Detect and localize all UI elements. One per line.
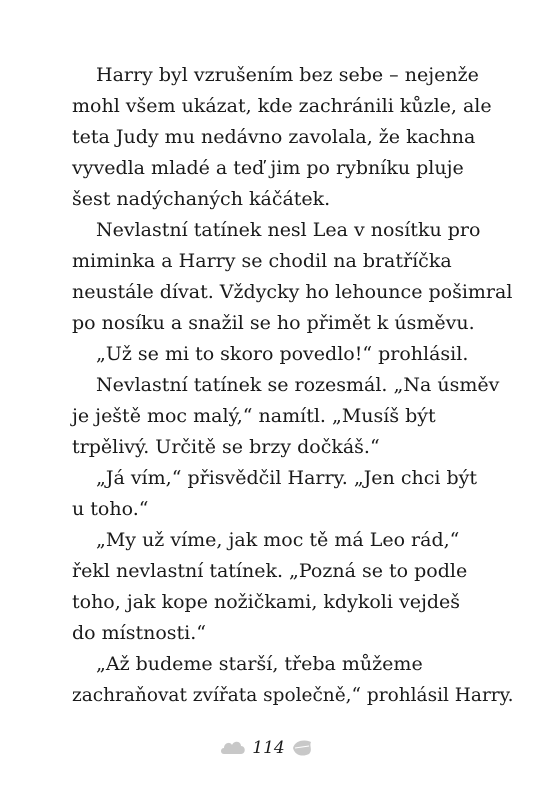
leaf-icon — [291, 738, 315, 758]
body-text — [72, 60, 514, 711]
text-line: u toho.“ — [72, 498, 149, 520]
text-line: toho, jak kope nožičkami, kdykoli vejdeš — [72, 591, 460, 613]
text-line: miminka a Harry se chodil na bratříčka — [72, 250, 452, 272]
text-line: mohl všem ukázat, kde zachránili kůzle, ale — [72, 95, 492, 117]
text-line: Nevlastní tatínek se rozesmál. „Na úsměv — [96, 374, 500, 396]
text-line: Harry byl vzrušením bez sebe – nejenže — [96, 64, 479, 86]
text-line: Nevlastní tatínek nesl Lea v nosítku pro — [96, 219, 481, 241]
text-line: trpělivý. Určitě se brzy dočkáš.“ — [72, 436, 380, 458]
text-line: zachraňovat zvířata společně,“ prohlásil Harry. — [72, 685, 514, 706]
text-line: je ještě moc malý,“ namítl. „Musíš být — [72, 405, 436, 427]
text-line: „My už víme, jak moc tě má Leo rád,“ — [96, 529, 460, 551]
page-footer — [0, 728, 535, 768]
text-line: řekl nevlastní tatínek. „Pozná se to podle — [72, 560, 468, 582]
cloud-icon — [220, 738, 246, 758]
text-line: po nosíku a snažil se ho přimět k úsměvu. — [72, 312, 475, 334]
text-line: šest nadýchaných káčátek. — [72, 188, 331, 210]
text-line: vyvedla mladé a teď jim po rybníku pluje — [72, 157, 464, 179]
text-line: neustále dívat. Vždycky ho lehounce pošimral — [72, 281, 513, 303]
text-line: „Až budeme starší, třeba můžeme — [96, 653, 423, 675]
text-line: do místnosti.“ — [72, 622, 207, 644]
text-line: „Už se mi to skoro povedlo!“ prohlásil. — [96, 343, 469, 365]
text-line: teta Judy mu nedávno zavolala, že kachna — [72, 126, 476, 148]
page-number: 114 — [252, 738, 285, 758]
text-line: „Já vím,“ přisvědčil Harry. „Jen chci být — [96, 467, 477, 489]
